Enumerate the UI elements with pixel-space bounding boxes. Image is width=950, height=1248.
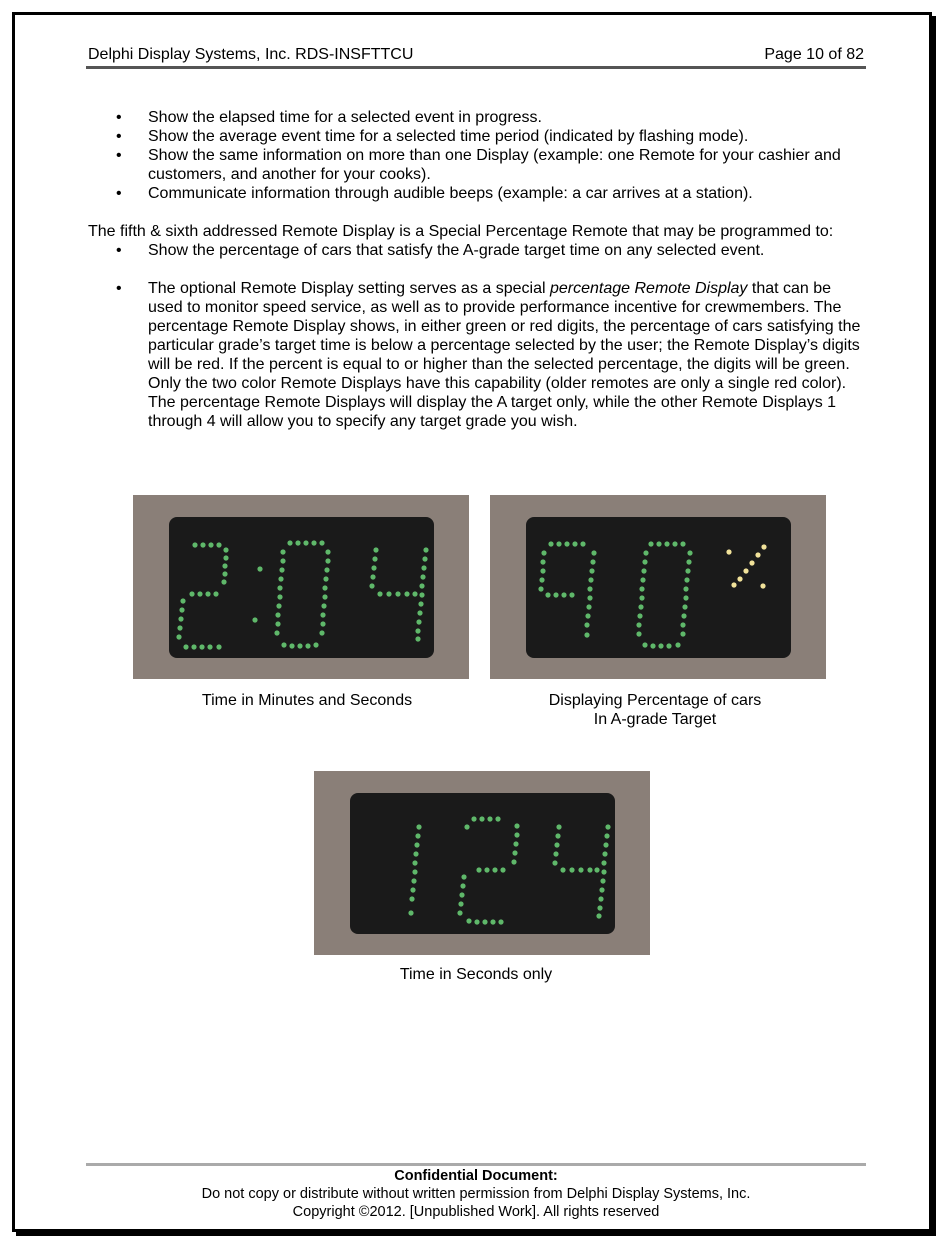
list-item-text: Show the percentage of cars that satisfy the A-grade target time on any selected event. [148,242,765,259]
bullet-icon: • [116,147,122,164]
feature-list [88,108,864,203]
list-item-text: Communicate information through audible beeps (example: a car arrives at a station). [148,185,753,202]
led-readout-124 [314,771,650,955]
bullet-icon: • [116,109,122,126]
list-item-text: Show the same information on more than one Display (example: one Remote for your cashier and customers, and another for your cooks). [148,147,841,183]
list-item [88,184,864,203]
footer-rule [86,1163,866,1166]
page-footer [88,1167,864,1221]
percentage-list [88,241,864,431]
emphasis-text: percentage Remote Display [549,280,748,297]
bullet-icon: • [116,280,122,297]
footer-copyright: Copyright ©2012. [Unpublished Work]. All rights reserved [292,1204,660,1220]
intro-paragraph: The fifth & sixth addressed Remote Display is a Special Percentage Remote that may be programmed to: [88,223,834,240]
bullet-icon: • [116,185,122,202]
list-item [88,146,864,184]
caption-line: In A-grade Target [593,711,717,728]
percent-symbol-dots [726,544,766,588]
list-item [88,108,864,127]
led-dots [176,540,428,649]
caption-minutes-seconds: Time in Minutes and Seconds [201,692,413,709]
bullet-icon: • [116,128,122,145]
led-display-minutes-seconds [133,495,469,679]
list-item-text: Show the elapsed time for a selected event in progress. [148,109,542,126]
led-readout-90-percent [490,495,826,679]
footer-title: Confidential Document: [394,1168,558,1184]
led-dots [538,541,692,648]
bullet-icon: • [116,242,122,259]
caption-line: Displaying Percentage of cars [548,692,762,709]
list-item-text: The optional Remote Display setting serves as a special percentage Remote Display that can be used to monitor speed service, as well as to provide performance incentive for crewmembers. The percentage Remote Display shows, in either green or red digits, the percentage of cars satisfying the particular grade’s target time is below a percentage selected by the user; the Remote Display’s digits will be red. If the percent is equal to or higher than the selected percentage, the digits will be green. Only the two color Remote Displays have this capability (older remotes are only a single red color). The percentage Remote Displays will display the A target only, while the other Remote Displays 1 through 4 will allow you to specify any target grade you wish. [148,280,861,430]
list-item-text: Show the average event time for a selected time period (indicated by flashing mode). [148,128,749,145]
page-header [88,45,864,65]
body-content [88,108,864,431]
led-readout-2-04 [133,495,469,679]
header-document-id: Delphi Display Systems, Inc. RDS-INSFTTCU [88,46,414,63]
header-page-number: Page 10 of 82 [764,46,864,63]
led-display-seconds [314,771,650,955]
list-item [88,127,864,146]
led-dots [408,816,610,924]
header-rule [86,66,866,69]
footer-notice: Do not copy or distribute without written permission from Delphi Display Systems, Inc. [201,1186,751,1202]
caption-percentage [490,691,820,729]
led-display-percentage [490,495,826,679]
list-item [88,241,864,260]
list-item [88,279,864,431]
caption-seconds: Time in Seconds only [399,966,553,983]
